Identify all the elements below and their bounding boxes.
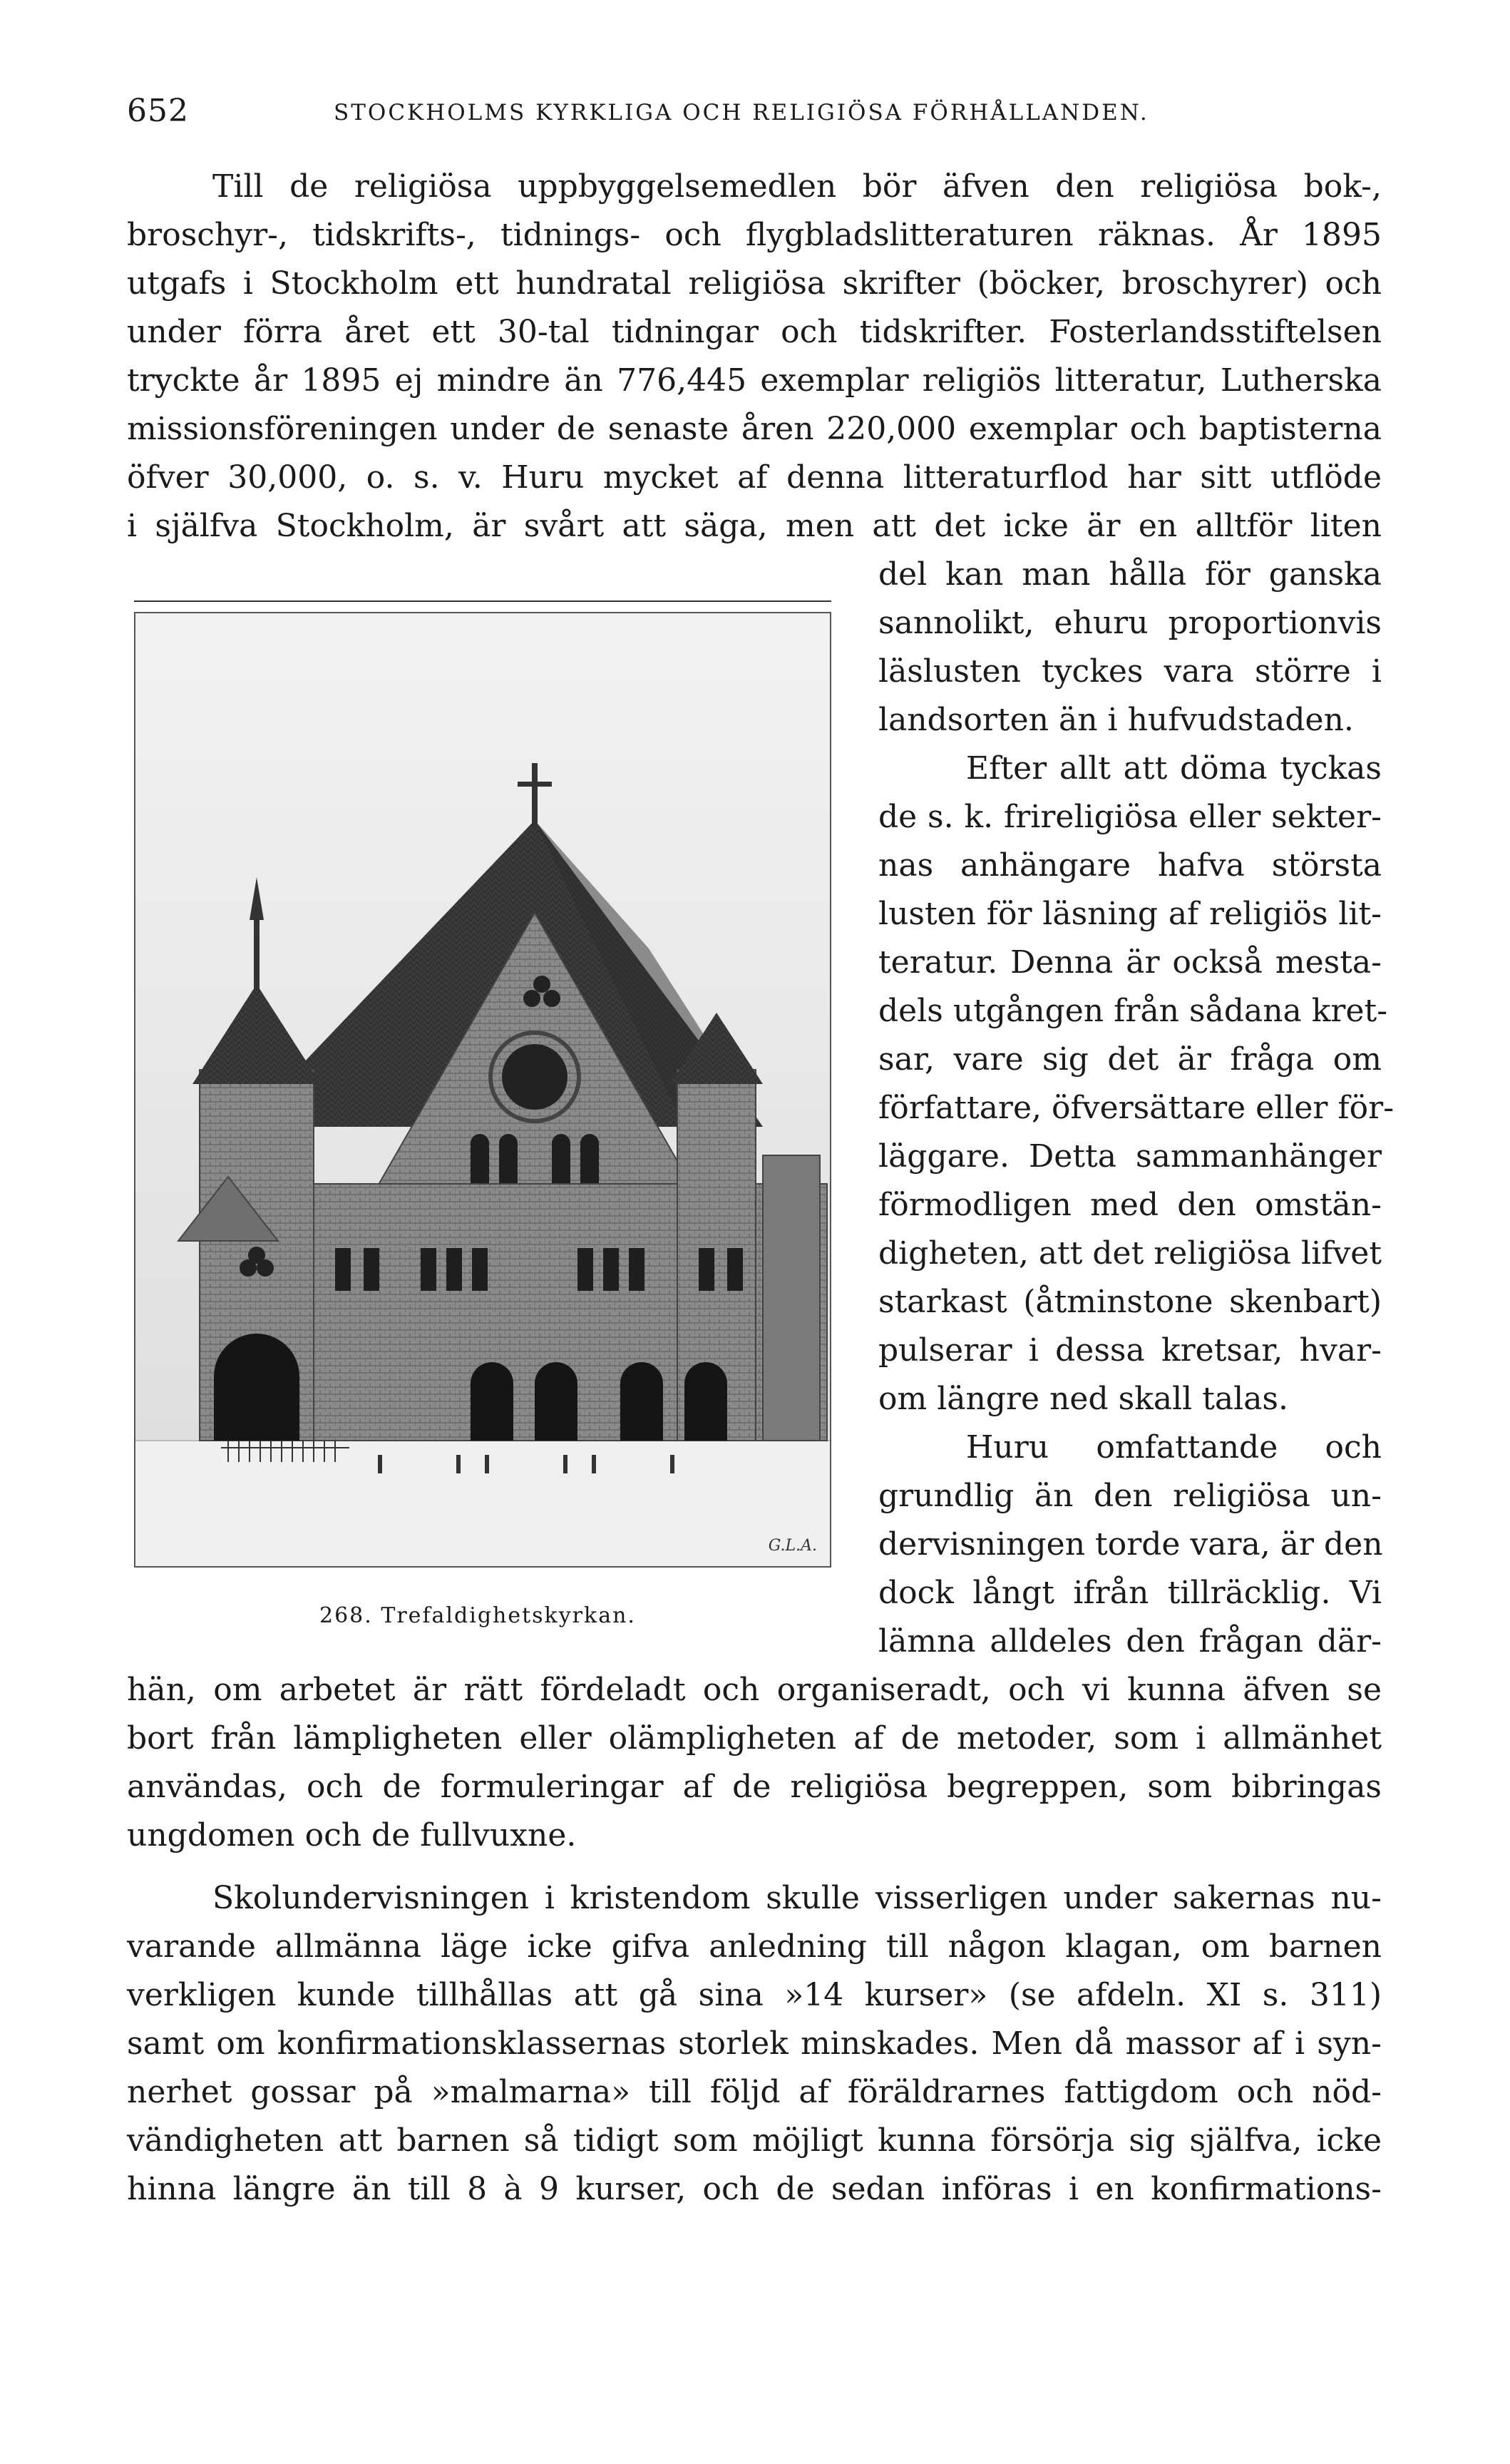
text-line: användas, och de formuleringar af de religiösa begreppen, som bibringas: [127, 1769, 1382, 1805]
text-line: sannolikt, ehuru proportionvis: [878, 605, 1382, 641]
text-line: utgafs i Stockholm ett hundratal religiösa skrifter (böcker, broschyrer) och: [127, 265, 1382, 302]
text-line: verkligen kunde tillhållas att gå sina »14 kurser» (se afdeln. XI s. 311): [127, 1977, 1382, 2013]
text-line: Till de religiösa uppbyggelsemedlen bör äfven den religiösa bok-,: [212, 168, 1382, 205]
text-line: nerhet gossar på »malmarna» till följd af föräldrarnes fattigdom och nöd-: [127, 2074, 1382, 2110]
page-number: 652: [127, 93, 189, 129]
text-line: grundlig än den religiösa un-: [878, 1478, 1382, 1514]
text-line: författare, öfversättare eller för-: [878, 1090, 1395, 1126]
text-line: dervisningen torde vara, är den: [878, 1526, 1383, 1563]
text-line: vändigheten att barnen så tidigt som möjligt kunna försörja sig själfva, icke: [127, 2122, 1382, 2159]
text-line: del kan man hålla för ganska: [878, 556, 1382, 593]
text-line: starkast (åtminstone skenbart): [878, 1284, 1382, 1320]
text-line: digheten, att det religiösa lifvet: [878, 1235, 1382, 1272]
text-line: landsorten än i hufvudstaden.: [878, 702, 1354, 738]
illustrator-signature: G.L.A.: [768, 1537, 817, 1555]
text-line: de s. k. frireligiösa eller sekter-: [878, 799, 1382, 835]
text-line: under förra året ett 30-tal tidningar och tidskrifter. Fosterlandsstiftelsen: [127, 314, 1382, 350]
text-line: varande allmänna läge icke gifva anledning till någon klagan, om barnen: [127, 1928, 1382, 1965]
text-line: läslusten tyckes vara större i: [878, 653, 1382, 690]
text-line: tryckte år 1895 ej mindre än 776,445 exemplar religiös litteratur, Lutherska: [127, 362, 1382, 399]
text-line: lämna alldeles den frågan där-: [878, 1623, 1382, 1660]
text-line: sar, vare sig det är fråga om: [878, 1041, 1382, 1078]
figure-top-rule: [134, 600, 831, 602]
running-title: STOCKHOLMS KYRKLIGA OCH RELIGIÖSA FÖRHÅLLANDEN.: [334, 100, 1149, 126]
text-line: nas anhängare hafva största: [878, 847, 1382, 884]
church-illustration: [134, 605, 831, 1569]
text-line: Efter allt att döma tyckas: [966, 750, 1382, 787]
text-line: samt om konfirmationsklassernas storlek minskades. Men då massor af i syn-: [127, 2025, 1382, 2062]
text-line: broschyr-, tidskrifts-, tidnings- och flygbladslitteraturen räknas. År 1895: [127, 217, 1382, 253]
text-line: lusten för läsning af religiös lit-: [878, 896, 1382, 932]
text-line: bort från lämpligheten eller olämpligheten af de metoder, som i allmänhet: [127, 1720, 1382, 1757]
figure-caption: 268. Trefaldighetskyrkan.: [319, 1603, 636, 1628]
text-line: öfver 30,000, o. s. v. Huru mycket af denna litteraturflod har sitt utflöde: [127, 459, 1382, 496]
text-line: ungdomen och de fullvuxne.: [127, 1817, 577, 1854]
text-line: läggare. Detta sammanhänger: [878, 1138, 1382, 1175]
text-line: Skolundervisningen i kristendom skulle visserligen under sakernas nu-: [212, 1880, 1382, 1916]
text-line: om längre ned skall talas.: [878, 1381, 1288, 1417]
text-line: förmodligen med den omstän-: [878, 1187, 1382, 1223]
text-line: dock långt ifrån tillräcklig. Vi: [878, 1575, 1382, 1611]
text-line: missionsföreningen under de senaste åren 220,000 exemplar och baptisterna: [127, 411, 1382, 447]
text-line: dels utgången från sådana kret-: [878, 993, 1388, 1029]
text-line: pulserar i dessa kretsar, hvar-: [878, 1332, 1382, 1369]
church-engraving: [134, 612, 831, 1568]
text-line: hän, om arbetet är rätt fördeladt och organiseradt, och vi kunna äfven se: [127, 1672, 1382, 1708]
text-line: hinna längre än till 8 à 9 kurser, och de sedan införas i en konfirmations-: [127, 2171, 1382, 2207]
text-line: Huru omfattande och: [966, 1429, 1382, 1466]
text-line: teratur. Denna är också mesta-: [878, 944, 1382, 981]
text-line: i själfva Stockholm, är svårt att säga, men att det icke är en alltför liten: [127, 508, 1382, 544]
